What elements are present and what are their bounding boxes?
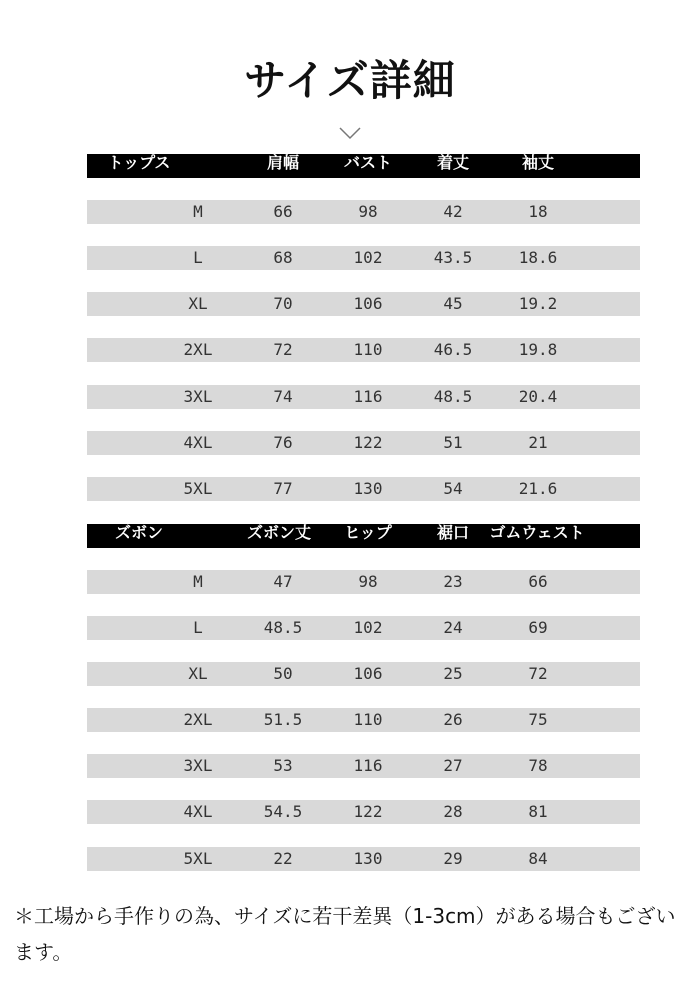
size-disclaimer-note: ＊工場から手作りの為、サイズに若干差異（1-3cm）がある場合もございます。 <box>14 904 676 964</box>
table-row <box>87 847 640 871</box>
table-row <box>87 292 640 316</box>
table-cell: 53 <box>273 756 293 775</box>
table-cell: 102 <box>353 248 383 267</box>
table-cell: XL <box>188 664 208 683</box>
header-cell: ズボン <box>114 523 163 542</box>
table-cell: 102 <box>353 618 383 637</box>
table-cell: 18.6 <box>518 248 558 267</box>
header-cell: ズボン丈 <box>246 523 311 542</box>
header-cell: 袖丈 <box>521 153 554 172</box>
table-cell: 72 <box>273 340 293 359</box>
header-cell: 裾口 <box>436 523 469 542</box>
table-row <box>87 200 640 224</box>
table-cell: 43.5 <box>433 248 473 267</box>
table-cell: 22 <box>273 849 293 868</box>
table-cell: 26 <box>443 710 463 729</box>
table-cell: 19.2 <box>518 294 558 313</box>
table-cell: 27 <box>443 756 463 775</box>
header-cell: 着丈 <box>436 153 469 172</box>
table-cell: 48.5 <box>263 618 303 637</box>
table-cell: 68 <box>273 248 293 267</box>
table-cell: 106 <box>353 294 383 313</box>
tops-table-header <box>87 154 640 178</box>
table-cell: 23 <box>443 572 463 591</box>
table-cell: 98 <box>358 202 378 221</box>
table-cell: 130 <box>353 849 383 868</box>
table-cell: 19.8 <box>518 340 558 359</box>
table-cell: 3XL <box>183 756 213 775</box>
table-cell: 130 <box>353 479 383 498</box>
table-cell: 75 <box>528 710 548 729</box>
header-cell: バスト <box>343 153 392 172</box>
table-row <box>87 385 640 409</box>
table-cell: 46.5 <box>433 340 473 359</box>
table-cell: 74 <box>273 387 293 406</box>
table-cell: 48.5 <box>433 387 473 406</box>
table-row <box>87 338 640 362</box>
table-cell: 29 <box>443 849 463 868</box>
table-row <box>87 477 640 501</box>
table-cell: 66 <box>528 572 548 591</box>
table-cell: 45 <box>443 294 463 313</box>
table-cell: 66 <box>273 202 293 221</box>
table-cell: 2XL <box>183 340 213 359</box>
table-cell: 50 <box>273 664 293 683</box>
table-cell: 5XL <box>183 479 213 498</box>
table-cell: 21 <box>528 433 548 452</box>
table-cell: L <box>193 248 203 267</box>
table-cell: 110 <box>353 340 383 359</box>
table-cell: 69 <box>528 618 548 637</box>
table-cell: 98 <box>358 572 378 591</box>
table-cell: 70 <box>273 294 293 313</box>
table-cell: 47 <box>273 572 293 591</box>
table-cell: 4XL <box>183 802 213 821</box>
table-cell: 76 <box>273 433 293 452</box>
table-cell: 4XL <box>183 433 213 452</box>
header-cell: ゴムウェスト <box>489 523 585 542</box>
table-cell: 81 <box>528 802 548 821</box>
table-cell: 21.6 <box>518 479 558 498</box>
table-cell: 20.4 <box>518 387 558 406</box>
table-cell: 84 <box>528 849 548 868</box>
table-cell: 28 <box>443 802 463 821</box>
table-cell: 116 <box>353 387 383 406</box>
table-row <box>87 246 640 270</box>
table-row <box>87 570 640 594</box>
table-cell: 110 <box>353 710 383 729</box>
pants-table-header <box>87 524 640 548</box>
table-row <box>87 754 640 778</box>
table-cell: 54 <box>443 479 463 498</box>
header-cell: 肩幅 <box>266 153 299 172</box>
table-cell: 54.5 <box>263 802 303 821</box>
table-cell: 106 <box>353 664 383 683</box>
table-cell: 122 <box>353 433 383 452</box>
table-cell: 51.5 <box>263 710 303 729</box>
table-cell: 18 <box>528 202 548 221</box>
table-cell: 24 <box>443 618 463 637</box>
table-cell: L <box>193 618 203 637</box>
page-title: サイズ詳細 <box>244 56 456 105</box>
table-cell: 72 <box>528 664 548 683</box>
table-cell: 122 <box>353 802 383 821</box>
table-cell: 3XL <box>183 387 213 406</box>
table-cell: 42 <box>443 202 463 221</box>
chevron-down-icon <box>339 126 361 140</box>
table-cell: XL <box>188 294 208 313</box>
table-row <box>87 616 640 640</box>
table-cell: 77 <box>273 479 293 498</box>
table-row <box>87 662 640 686</box>
table-row <box>87 800 640 824</box>
table-row <box>87 431 640 455</box>
table-cell: 5XL <box>183 849 213 868</box>
table-cell: 116 <box>353 756 383 775</box>
header-cell: トップス <box>107 153 171 172</box>
table-cell: 2XL <box>183 710 213 729</box>
table-cell: 51 <box>443 433 463 452</box>
table-cell: 25 <box>443 664 463 683</box>
table-cell: 78 <box>528 756 548 775</box>
table-cell: M <box>193 202 203 221</box>
table-cell: M <box>193 572 203 591</box>
table-row <box>87 708 640 732</box>
header-cell: ヒップ <box>344 523 392 542</box>
